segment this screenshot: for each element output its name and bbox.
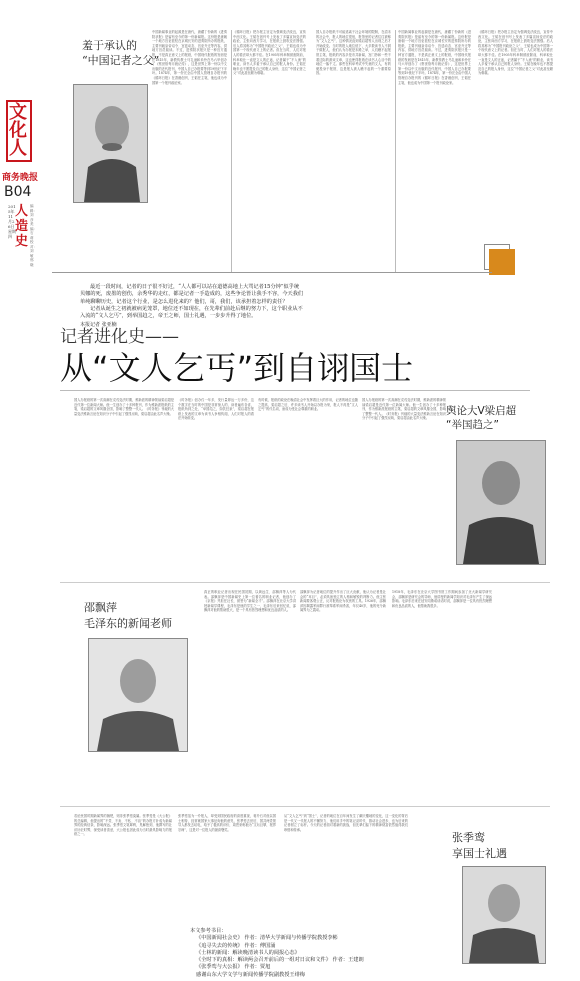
section-name: 文化人 [9, 102, 27, 159]
liang-title-line2: “举国趋之” [446, 419, 499, 431]
article-body-col2-mid: 《时务报》创办仅一年多，发行量即达一万多份，这个数字在当时的中国是非常惊人的，读者遍布各省，报纸所到之处，“举国趋之，如饮狂泉”，梁启超在报纸上发表的文章为读书人争相传阅，人们对报人的看法开始转变。 [178, 398, 254, 421]
zhang-title-line1: 张季鸾 [452, 831, 485, 844]
headline-main: 从“文人乞丐”到自诩国士 [60, 349, 414, 387]
liang-title-line1: 舆论大V梁启超 [446, 405, 517, 417]
article-title-mid-right [446, 404, 556, 432]
divider [231, 30, 232, 272]
intro-line3: 单纯聊聊历史，记者这个行业，是怎么进化来的？他们，哥，我们，该承担着怎样的责任？ [80, 298, 288, 305]
divider [395, 30, 396, 272]
reference-item: 《张季鸾与大公报》 作者：贾旭 [196, 964, 271, 971]
portrait-image [74, 85, 147, 202]
portrait-photo-wang-tao [73, 84, 148, 203]
decorative-square-orange [489, 249, 515, 275]
article-body-col2-sec3: 真正的职业记者出现在民国初期，以黄远生、邵飘萍等人为代表。邵飘萍是中国新闻史上第一位著名的职业记者，他创办了《京报》并担任社长，被誉为“新闻全才”。邵飘萍在北京大学讲授新闻学课程，毛泽东是他的学生之一，毛泽东后来回忆说，邵飘萍对他的帮助很大，是一个具有热烈理想和优良品质的人。 [204, 590, 296, 613]
shao-title-line2: 毛泽东的新闻老师 [84, 617, 172, 630]
article-body-col2-top: 《循环日报》把办报主旨定为强调变法改良，宣传中西文化。王韬在创刊号上发表了多篇宣扬变法的政论，主张向西方学习，在报纸上鼓吹变法图强。后人将其称为“中国报刊政论之父”，王韬也成为中国第一个现代意义上的记者。但在当时，人们对报人的看法却大都不佳。在1905年科举制被废除前，科举取仕一直是文人的正途，记者属于“不入流”的职业，读书人多羞于承认自己的报人身份。王韬在晚年也不愿提及自己的报人身份，这位“中国记者之父”对此甚至颇为难堪。 [233, 30, 306, 76]
portrait-image [463, 867, 545, 963]
article-title-line1: 羞于承认的 [82, 39, 137, 52]
portrait-image [457, 441, 545, 564]
intro-line4: 记者从诞生之初就被病见笼罩，地位还不如现在，在先辈们前赴后继的努力下，这个职业从不 [90, 305, 303, 312]
references-box [190, 928, 450, 979]
section-rule [60, 806, 550, 807]
article-body-col4-mid: 国人办报纸的第一次高潮在戊戌变法时期，维新派的精神领袖梁启超是近代第一位新闻大师。他一生创办了十多种报刊，作为维新派报纸的主笔，梁启超的文章风靡全国，影响了整整一代人。《时务报》刊载的大量变法维新言论在知识分子中引起了强烈反响，梁启超由此名声大噪。 [362, 398, 446, 421]
portrait-image [89, 639, 187, 751]
article-body-col3-top: 国人自办报纸不可能逃离于社会环境的限制，在清末的社会中，报人的地位很低，报馆里的记者往往被称为“文人乞丐”，这种情况直到梁启超等人出现之后才开始改变。当时的报人地位低下，大多数读书人不屑于做报人，他们认为办报是末路之举，人们瞧不起报馆主笔，报纸的内容多是市井新闻，宫门抄和一些不着边际的游戏文章，这也使得报纸在读书人心目中的地位一落千丈。那些在科举考试中失意的文人，有的便投身于报馆，这是报人被人瞧不起的一个重要原因。 [316, 30, 391, 76]
article-body-col4-top: 中国新闻事业的起源是在唐代，唐藏丁份新的《进奏院状报》是留有至今的第一份新闻报。这份报是唐朝一个地方官吏派驻在京城长安的进奏院所办的报纸，主要刊载皇帝诏令、宫廷动态、官吏升迁等内容，供地方官员阅读。不过，进奏院状报只是一种官方通报，不是真正意义上的报纸，中国现代报纸的发轫是在1815年，新教传教士马礼逊和米怜在马六甲创办了《察世俗每月统记传》，这是世界上第一份以中文出版的近代报刊，中国人自己办报要等到19世纪下半叶。1874年，第一份完全由中国人管理自办报刊的《循环日报》在香港创刊，王韬任主笔，他也成为中国第一个报刊政论家。 [398, 30, 471, 85]
intro-line5: 入流的“文人乞丐”，到举国趋之，帝王之师，国士礼遇，一步步升得了地位。 [80, 313, 257, 320]
portrait-photo-liang-qichao [456, 440, 546, 565]
byline: 本报记者 张亚楠 [80, 322, 117, 329]
date: 2015年11月26日 星期四 [8, 204, 16, 239]
portrait-photo-zhang-jiluan [462, 866, 546, 964]
main-headline [60, 326, 530, 388]
masthead [0, 100, 39, 360]
column-name: 人造史 [15, 204, 29, 249]
article-body-col3-sec3: 邵飘萍为记者地位的提升作出了巨大贡献，他认为记者是社会的“耳目”，必须具备独立的人格和敏锐的判断力。他主张新闻要客观公正，反对报纸沦为权贵的工具。1926年，邵飘萍因揭露军阀罪行被奉系军阀杀害，年仅40岁，他的死令新闻界为之震动。 [300, 590, 386, 613]
reference-item: 感谢山东大学文学与新闻传播学院副教授王绯梅 [196, 971, 305, 978]
intro-line1: 最近一段时间，记者的日子很不好过，“人人都可以站在道德高地上大骂记者15分钟”似乎统 [90, 284, 300, 290]
references-heading: 本文参考书目： [190, 928, 227, 934]
shao-title-line1: 邵飘萍 [84, 601, 117, 614]
intro-block [80, 284, 492, 330]
newspaper-name: 商务晚报 [2, 173, 39, 183]
section-rule [60, 582, 550, 583]
headline-kicker: 记者进化史—— [60, 327, 179, 347]
reference-item: 《中国新闻社会史》 作者：清华大学新闻与传播学院教授李彬 [196, 935, 338, 942]
reference-item: 《追寻失去的传统》 作者：傅国涌 [196, 942, 276, 949]
intro-line2: 贝娜的死，废墨的创伤，余秀华的走红，都是记者一手造成的，这些争论皆让我手不容，今天我们 [80, 291, 304, 298]
article-body-col1-top: 中国新闻事业的起源是在唐代，唐藏丁份新的《进奏院状报》是留有至今的第一份新闻报。这份报是唐朝一个地方官吏派驻在京城长安的进奏院所办的报纸，主要刊载皇帝诏令、宫廷动态、官吏升迁等内容，供地方官员阅读。不过，进奏院状报只是一种官方通报，不是真正意义上的报纸，中国现代报纸的发轫是在1815年，新教传教士马礼逊和米怜在马六甲创办了《察世俗每月统记传》，这是世界上第一份以中文出版的近代报刊，中国人自己办报要等到19世纪下半叶。1874年，第一份完全由中国人管理自办报刊的《循环日报》在香港创刊，王韬任主笔，他也成为中国第一个报刊政论家。 [152, 30, 227, 85]
intro-top-rule [52, 272, 492, 273]
reference-item: 《全时下的真相：解读两会召开前后的一组对日议和文件》 作者：王建朗 [196, 957, 364, 964]
article-title-line2: “中国记者之父” [82, 54, 160, 67]
article-body-col5-top: 《循环日报》把办报主旨定为强调变法改良，宣传中西文化。王韬在创刊号上发表了多篇宣扬变法的政论，主张向西方学习，在报纸上鼓吹变法图强。后人将其称为“中国报刊政论之父”，王韬也成为中国第一个现代意义上的记者。但在当时，人们对报人的看法却大都不佳。在1905年科举制被废除前，科举取仕一直是文人的正途，记者属于“不入流”的职业，读书人多羞于承认自己的报人身份。王韬在晚年也不愿提及自己的报人身份，这位“中国记者之父”对此甚至颇为难堪。 [478, 30, 553, 76]
article-body-col3-bot: 从“文人乞丐”到“国士”，记者的地位在百年间发生了翻天覆地的变化，这一变化的背后是一代又一代报人的不懈努力，他们用手中的笔记录时代、推动社会进步，也为后来的记者树立了标杆。今天的记者面对着新的挑战，但先辈们留下的精神财富依然值得我们珍惜和传承。 [284, 814, 408, 832]
article-title-mid-left [84, 600, 194, 632]
article-body-col2-bot: 张季鸾虽为一介报人，却受到国民政府的高度重视，蒋介石对他以国士相待，经常就国家大事征询他的意见，张季鸾去世后，国共两党领导人都发去唁电，给予了极高的评价，周恩来称他为“文坛巨擘，报界宗师”，这是对一位报人的最高褒奖。 [178, 814, 276, 832]
article-title-bottom-right [452, 830, 552, 862]
reference-item: 《士林的新闻：解读晚清读书人的阅报心态》 [196, 949, 300, 956]
zhang-title-line2: 享国士礼遇 [452, 847, 507, 860]
article-body-col1-mid: 国人办报纸的第一次高潮在戊戌变法时期，维新派的精神领袖梁启超是近代第一位新闻大师。他一生创办了十多种报刊，作为维新派报纸的主笔，梁启超的文章风靡全国，影响了整整一代人。《时务报》刊载的大量变法维新言论在知识分子中引起了强烈反响，梁启超由此名声大噪。 [74, 398, 174, 416]
article-body-col4-sec3: 1918年，毛泽东在北京大学图书馆工作期间参加了北大新闻学研究会，邵飘萍是研究会的导师，他讲授的新闻学知识对毛泽东产生了深远影响。毛泽东后来在延安同斯诺谈话时说，邵飘萍是一位具有热烈理想和优良品质的人，他帮助我很多。 [392, 590, 492, 608]
headline-rule [60, 390, 530, 391]
staff-credits: 编辑：刘彦 美编：石莉 校对：刘敏 邢晓 [30, 204, 37, 267]
portrait-photo-shao-piaoping [88, 638, 188, 752]
article-body-col3-mid: 有时候，报纸的政论在晚清社会中发挥着巨大的作用，记者的地位也随之提高，梁启超之后，许多读书人开始以办报为荣，报人不再是“文人乞丐”的代名词，而成为受社会尊重的职业。 [258, 398, 358, 412]
article-body-col1-bot: 若论民国时期新闻界的翘楚，则非张季鸾莫属。张季鸾是《大公报》的总编辑，他提出的“不党、不卖、不私、不盲”的办报方针成为新闻界的经典信条，影响深远。张季鸾文笔犀利，见解独到，他撰写的社评针砭时弊，深受读者喜爱，大公报也因此成为当时最具影响力的报纸之一。 [74, 814, 172, 837]
page-number: B04 [4, 184, 32, 200]
